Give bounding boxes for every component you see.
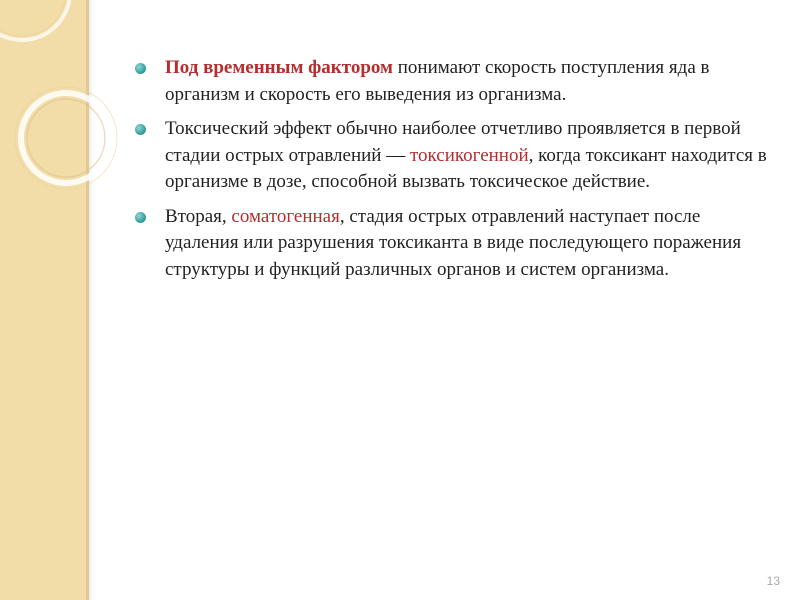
ring-top-inner bbox=[0, 0, 66, 36]
bullet-dot-icon bbox=[135, 124, 146, 135]
emphasis-text: Под временным фактором bbox=[165, 57, 393, 78]
decorative-rings bbox=[0, 0, 120, 230]
text-run: , когда токсикант находится в организме в дозе, способной вызвать токсическое действие. bbox=[165, 144, 767, 192]
text-run: , стадия острых отравлений наступает после удаления или разрушения токсиканта в виде последующего поражения структуры и функций различных органов и систем организма. bbox=[165, 205, 742, 280]
emphasis-text: токсикогенной bbox=[409, 144, 529, 166]
text-run: понимают скорость поступления яда в организм и скорость его выведения из организма. bbox=[165, 57, 710, 105]
bullet-item bbox=[135, 116, 775, 196]
ring-middle-inner bbox=[27, 99, 105, 177]
text-run: Вторая, bbox=[165, 205, 232, 227]
page-number: 13 bbox=[766, 574, 780, 588]
bullet-text bbox=[165, 206, 741, 280]
ring-middle bbox=[21, 93, 111, 183]
bullet-dot-icon bbox=[135, 212, 146, 223]
ring-middle-outer bbox=[15, 87, 117, 189]
bullet-text bbox=[165, 118, 767, 192]
slide-content bbox=[135, 55, 775, 291]
emphasis-text: соматогенная bbox=[231, 205, 340, 227]
bullet-item bbox=[135, 204, 775, 284]
bullet-dot-icon bbox=[135, 63, 146, 74]
text-run: Токсический эффект обычно наиболее отчетливо проявляется в первой стадии острых отравлений — bbox=[165, 118, 741, 166]
bullet-text bbox=[165, 57, 709, 105]
bullet-item bbox=[135, 55, 775, 108]
